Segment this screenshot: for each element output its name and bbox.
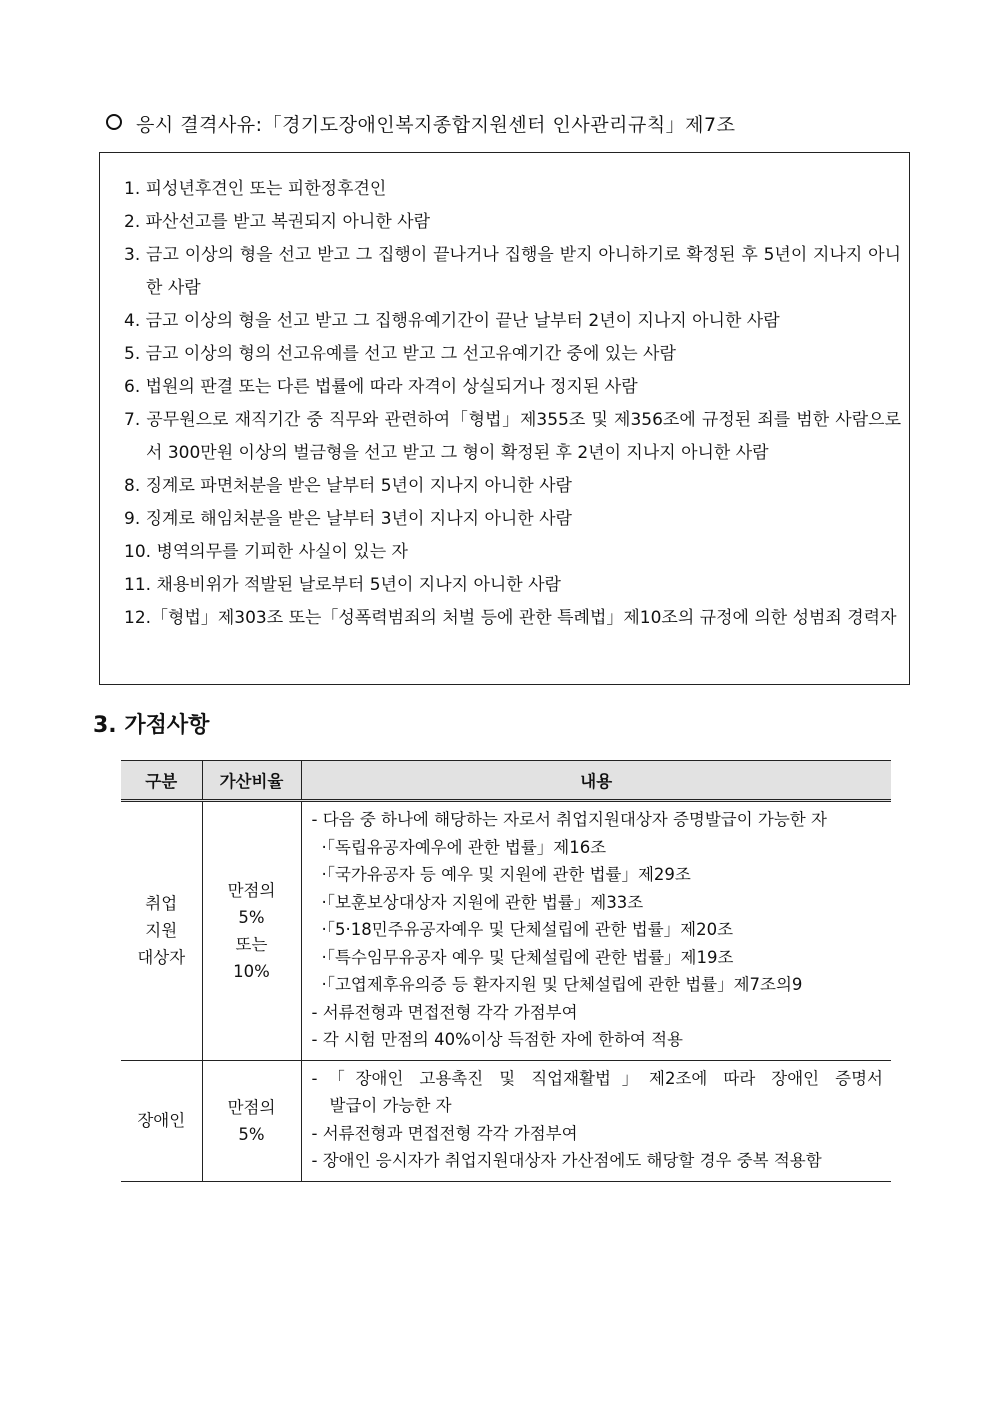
- rate-text: 5%: [238, 907, 265, 927]
- content-line: ·「국가유공자 등 예우 및 지원에 관한 법률」제29조: [321, 865, 691, 884]
- rate-text: 만점의: [227, 1097, 276, 1117]
- list-item: 2. 파산선고를 받고 복권되지 아니한 사람: [124, 212, 430, 232]
- disqualification-list: [124, 173, 901, 635]
- rate-cell: [202, 1060, 301, 1181]
- list-item: 6. 법원의 판결 또는 다른 법률에 따라 자격이 상실되거나 정지된 사람: [124, 377, 638, 397]
- category-cell: [121, 1060, 202, 1181]
- table-header-row: [121, 761, 891, 801]
- content-line: -「장애인 고용촉진 및 직업재활법」제2조에 따라 장애인 증명서: [311, 1068, 883, 1088]
- content-line: - 각 시험 만점의 40%이상 득점한 자에 한하여 적용: [311, 1030, 683, 1049]
- list-item: 11. 채용비위가 적발된 날로부터 5년이 지나지 아니한 사람: [124, 575, 561, 595]
- rate-text: 10%: [233, 961, 270, 981]
- bonus-table: [121, 760, 891, 1182]
- content-cell: [301, 1060, 891, 1181]
- table-row: [121, 801, 891, 1061]
- disqualification-box: [99, 152, 910, 685]
- disqualification-heading: [106, 110, 735, 137]
- list-item: 4. 금고 이상의 형을 선고 받고 그 집행유예기간이 끝난 날부터 2년이 지나지 아니한 사람: [124, 311, 780, 331]
- rate-text: 만점의: [227, 880, 276, 900]
- bonus-section-heading: 3. 가점사항: [93, 713, 210, 738]
- content-line: - 서류전형과 면접전형 각각 가점부여: [311, 1123, 578, 1143]
- table-row: [121, 1060, 891, 1181]
- content-line: - 장애인 응시자가 취업지원대상자 가산점에도 해당할 경우 중복 적용함: [311, 1151, 822, 1170]
- category-text: 장애인: [137, 1111, 186, 1130]
- list-item: 8. 징계로 파면처분을 받은 날부터 5년이 지나지 아니한 사람: [124, 476, 572, 496]
- list-item: 10. 병역의무를 기피한 사실이 있는 자: [124, 542, 408, 562]
- category-text: 대상자: [137, 948, 186, 968]
- circle-bullet-icon: [106, 114, 122, 130]
- list-item: 7. 공무원으로 재직기간 중 직무와 관련하여「형법」제355조 및 제356조에 규정된 죄를 범한 사람으로서 300만원 이상의 벌금형을 선고 받고 그 형이 확정된 후 2년이 지나지 아니한 사람: [124, 410, 901, 463]
- content-line: ·「특수임무유공자 예우 및 단체설립에 관한 법률」제19조: [321, 947, 734, 967]
- list-item: 12.「형법」제303조 또는「성폭력범죄의 처벌 등에 관한 특례법」제10조의 규정에 의한 성범죄 경력자: [124, 608, 897, 628]
- header-content: 내용: [301, 761, 891, 801]
- header-category: 구분: [121, 761, 202, 801]
- category-text: 취업: [145, 894, 178, 914]
- content-line: ·「보훈보상대상자 지원에 관한 법률」제33조: [321, 892, 644, 912]
- rate-text: 5%: [238, 1124, 265, 1144]
- content-line: 발급이 가능한 자: [329, 1096, 452, 1115]
- content-line: ·「고엽제후유의증 등 환자지원 및 단체설립에 관한 법률」제7조의9: [321, 975, 803, 994]
- list-item: 5. 금고 이상의 형의 선고유예를 선고 받고 그 선고유예기간 중에 있는 사람: [124, 344, 676, 364]
- list-item: 1. 피성년후견인 또는 피한정후견인: [124, 179, 387, 199]
- rate-cell: [202, 801, 301, 1061]
- content-cell: [301, 801, 891, 1061]
- rate-text: 또는: [235, 934, 268, 954]
- header-rate: 가산비율: [202, 761, 301, 801]
- disqualification-heading-text: 응시 결격사유:「경기도장애인복지종합지원센터 인사관리규칙」제7조: [136, 114, 736, 136]
- category-text: 지원: [145, 921, 178, 941]
- content-line: - 다음 중 하나에 해당하는 자로서 취업지원대상자 증명발급이 가능한 자: [311, 810, 827, 829]
- category-cell: [121, 801, 202, 1061]
- content-line: ·「독립유공자예우에 관한 법률」제16조: [321, 837, 607, 857]
- content-line: - 서류전형과 면접전형 각각 가점부여: [311, 1002, 578, 1022]
- content-line: ·「5·18민주유공자예우 및 단체설립에 관한 법률」제20조: [321, 920, 734, 939]
- list-item: 9. 징계로 해임처분을 받은 날부터 3년이 지나지 아니한 사람: [124, 509, 572, 529]
- list-item: 3. 금고 이상의 형을 선고 받고 그 집행이 끝나거나 집행을 받지 아니하기로 확정된 후 5년이 지나지 아니한 사람: [124, 245, 901, 298]
